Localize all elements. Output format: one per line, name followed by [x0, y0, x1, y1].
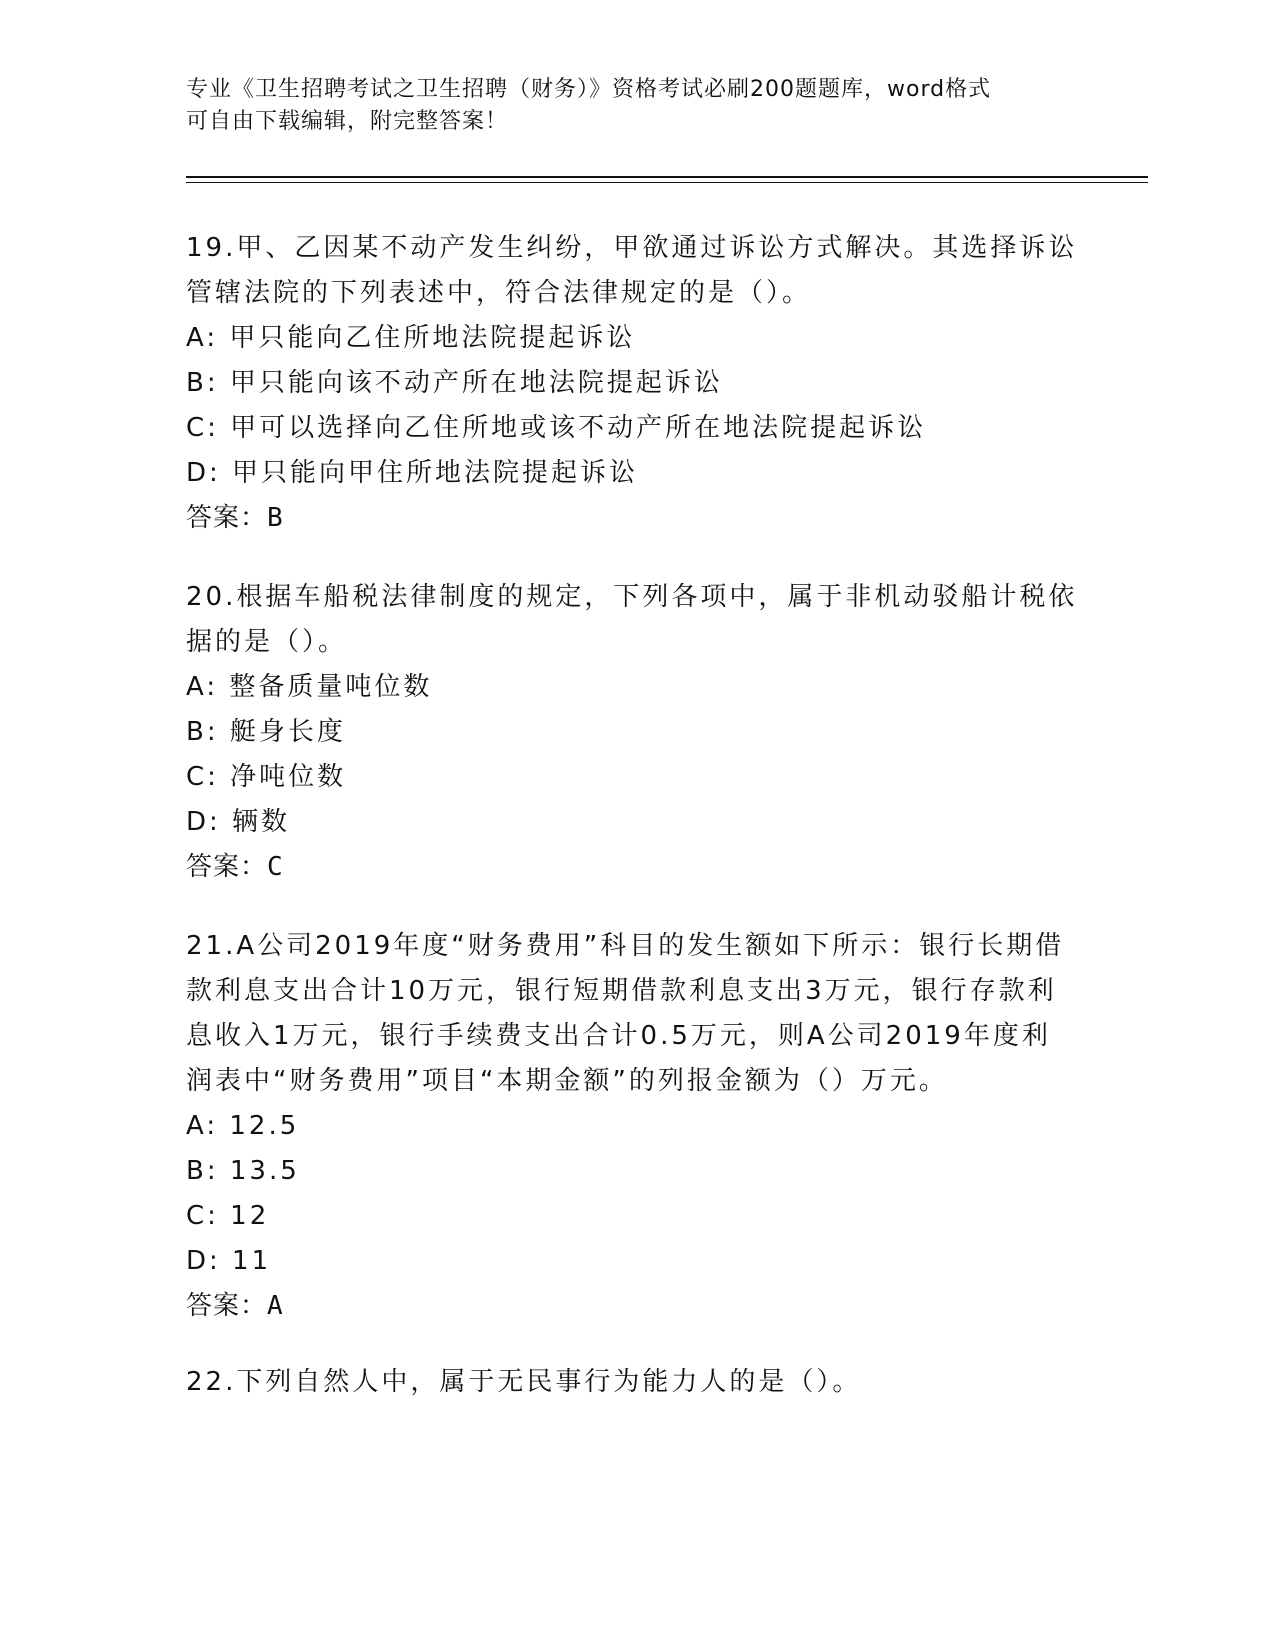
option-a: A: 甲只能向乙住所地法院提起诉讼	[186, 323, 636, 353]
option-c: C: 净吨位数	[186, 762, 347, 792]
answer-line	[186, 1284, 1086, 1329]
question-text-line: 21.A公司2019年度“财务费用”科目的发生额如下所示：银行长期借	[186, 931, 1065, 961]
option-c: C: 甲可以选择向乙住所地或该不动产所在地法院提起诉讼	[186, 413, 927, 443]
option-c: C: 12	[186, 1201, 270, 1231]
question-text-line: 息收入1万元，银行手续费支出合计0.5万元，则A公司2019年度利	[186, 1021, 1051, 1051]
question-text-line: 20.根据车船税法律制度的规定，下列各项中，属于非机动驳船计税依	[186, 582, 1078, 612]
question-text-line: 款利息支出合计10万元，银行短期借款利息支出3万元，银行存款利	[186, 976, 1057, 1006]
question-19	[186, 226, 1086, 541]
header-line-2: 可自由下载编辑，附完整答案！	[186, 109, 509, 134]
option-d: D: 甲只能向甲住所地法院提起诉讼	[186, 458, 639, 488]
question-text-line: 22.下列自然人中，属于无民事行为能力人的是（）。	[186, 1367, 862, 1397]
question-text-line: 19.甲、乙因某不动产发生纠纷，甲欲通过诉讼方式解决。其选择诉讼	[186, 233, 1078, 263]
option-b: B: 13.5	[186, 1156, 300, 1186]
answer-label: 答案：	[186, 503, 268, 533]
answer-value: C	[267, 852, 284, 882]
header-line-1: 专业《卫生招聘考试之卫生招聘（财务）》资格考试必刷200题题库，word格式	[186, 77, 992, 102]
option-a: A: 整备质量吨位数	[186, 672, 433, 702]
answer-value: A	[267, 1291, 284, 1321]
answer-label: 答案：	[186, 852, 268, 882]
answer-line	[186, 845, 1086, 890]
header-divider-thin	[186, 182, 1148, 183]
option-d: D: 辆数	[186, 807, 291, 837]
answer-label: 答案：	[186, 1291, 268, 1321]
question-text-line: 据的是（）。	[186, 627, 348, 657]
answer-value: B	[267, 503, 284, 533]
question-text-line: 润表中“财务费用”项目“本期金额”的列报金额为（）万元。	[186, 1066, 948, 1096]
question-text-line: 管辖法院的下列表述中，符合法律规定的是（）。	[186, 278, 812, 308]
answer-line	[186, 496, 1086, 541]
option-a: A: 12.5	[186, 1111, 300, 1141]
document-header	[186, 74, 1066, 138]
option-d: D: 11	[186, 1246, 272, 1276]
question-22	[186, 1360, 1086, 1405]
question-20	[186, 575, 1086, 890]
header-divider-thick	[186, 176, 1148, 178]
question-21	[186, 924, 1086, 1329]
option-b: B: 艇身长度	[186, 717, 346, 747]
option-b: B: 甲只能向该不动产所在地法院提起诉讼	[186, 368, 723, 398]
